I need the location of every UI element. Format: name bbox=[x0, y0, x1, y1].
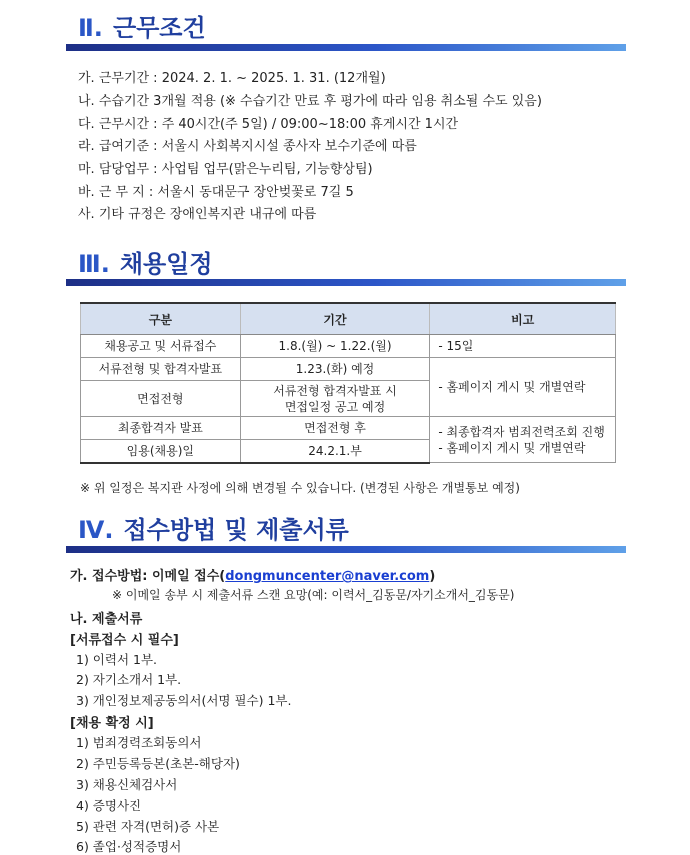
list-item: 4) 증명사진 bbox=[76, 798, 142, 813]
cell-period: 면접전형 후 bbox=[240, 417, 430, 440]
group-title: [채용 확정 시] bbox=[70, 716, 154, 731]
condition-line: 마. 담당업무 : 사업팀 업무(맑은누리팀, 기능향상팀) bbox=[78, 162, 373, 177]
cell-period-line: 서류전형 합격자발표 시 bbox=[273, 383, 397, 398]
cell-period: 1.23.(화) 예정 bbox=[240, 358, 430, 381]
condition-line: 라. 급여기준 : 서울시 사회복지시설 종사자 보수기준에 따름 bbox=[78, 139, 417, 154]
section-rule bbox=[66, 44, 626, 51]
group-title: [서류접수 시 필수] bbox=[70, 633, 179, 648]
schedule-note: ※ 위 일정은 복지관 사정에 의해 변경될 수 있습니다. (변경된 사항은 개별통보 예정) bbox=[80, 481, 520, 495]
cell-remark-line: - 홈페이지 게시 및 개별연락 bbox=[438, 440, 586, 455]
list-item: 2) 자기소개서 1부. bbox=[76, 672, 182, 687]
list-item: 1) 이력서 1부. bbox=[76, 652, 158, 667]
condition-line: 바. 근 무 지 : 서울시 동대문구 장안벚꽃로 7길 5 bbox=[78, 185, 354, 200]
section-title: 접수방법 및 제출서류 bbox=[123, 516, 349, 544]
cell-category: 채용공고 및 서류접수 bbox=[81, 335, 241, 358]
cell-remark bbox=[430, 417, 616, 463]
cell-remark: - 15일 bbox=[430, 335, 616, 358]
list-item: 5) 관련 자격(면허)증 사본 bbox=[76, 819, 220, 834]
method-line bbox=[70, 565, 435, 584]
list-item: 3) 개인정보제공동의서(서명 필수) 1부. bbox=[76, 693, 292, 708]
section-number: Ⅲ. bbox=[78, 250, 110, 278]
cell-category: 최종합격자 발표 bbox=[81, 417, 241, 440]
cell-period: 1.8.(월) ~ 1.22.(월) bbox=[240, 335, 430, 358]
list-item: 3) 채용신체검사서 bbox=[76, 777, 178, 792]
condition-line: 다. 근무시간 : 주 40시간(주 5일) / 09:00~18:00 휴게시간 1시간 bbox=[78, 117, 459, 132]
cell-period: 24.2.1.부 bbox=[240, 440, 430, 463]
section-rule bbox=[66, 546, 626, 553]
section-title: 근무조건 bbox=[112, 14, 206, 42]
table-header-row bbox=[81, 303, 616, 335]
schedule-table bbox=[80, 302, 616, 464]
table-row bbox=[81, 335, 616, 358]
header-remark: 비고 bbox=[430, 303, 616, 335]
cell-period-line: 면접일정 공고 예정 bbox=[284, 399, 386, 414]
condition-line: 사. 기타 규정은 장애인복지관 내규에 따름 bbox=[78, 207, 317, 222]
section-number: Ⅳ. bbox=[78, 516, 114, 544]
table-row bbox=[81, 358, 616, 381]
method-close: ) bbox=[429, 569, 436, 584]
cell-category: 면접전형 bbox=[81, 381, 241, 417]
section-heading-conditions bbox=[78, 8, 206, 43]
cell-period bbox=[240, 381, 430, 417]
email-link[interactable]: dongmuncenter@naver.com bbox=[225, 569, 430, 584]
cell-category: 서류전형 및 합격자발표 bbox=[81, 358, 241, 381]
cell-remark: - 홈페이지 게시 및 개별연락 bbox=[430, 358, 616, 417]
method-label: 가. 접수방법: 이메일 접수( bbox=[70, 569, 226, 584]
list-item: 2) 주민등록등본(초본-해당자) bbox=[76, 756, 240, 771]
section-title: 채용일정 bbox=[119, 250, 213, 278]
section-heading-schedule bbox=[78, 244, 213, 279]
section-rule bbox=[66, 279, 626, 286]
list-item: 6) 졸업·성적증명서 bbox=[76, 839, 182, 854]
header-category: 구분 bbox=[81, 303, 241, 335]
condition-line: 가. 근무기간 : 2024. 2. 1. ~ 2025. 1. 31. (12개월) bbox=[78, 71, 386, 86]
method-note: ※ 이메일 송부 시 제출서류 스캔 요망(예: 이력서_김동문/자기소개서_김동문) bbox=[112, 588, 515, 602]
cell-remark-line: - 최종합격자 범죄전력조회 진행 bbox=[438, 424, 605, 439]
section-heading-application bbox=[78, 510, 349, 545]
cell-category: 임용(채용)일 bbox=[81, 440, 241, 463]
section-number: Ⅱ. bbox=[78, 14, 103, 42]
condition-line: 나. 수습기간 3개월 적용 (※ 수습기간 만료 후 평가에 따라 임용 취소될 수도 있음) bbox=[78, 94, 542, 109]
table-row bbox=[81, 417, 616, 440]
docs-title: 나. 제출서류 bbox=[70, 612, 143, 627]
list-item: 1) 범죄경력조회동의서 bbox=[76, 735, 202, 750]
header-period: 기간 bbox=[240, 303, 430, 335]
